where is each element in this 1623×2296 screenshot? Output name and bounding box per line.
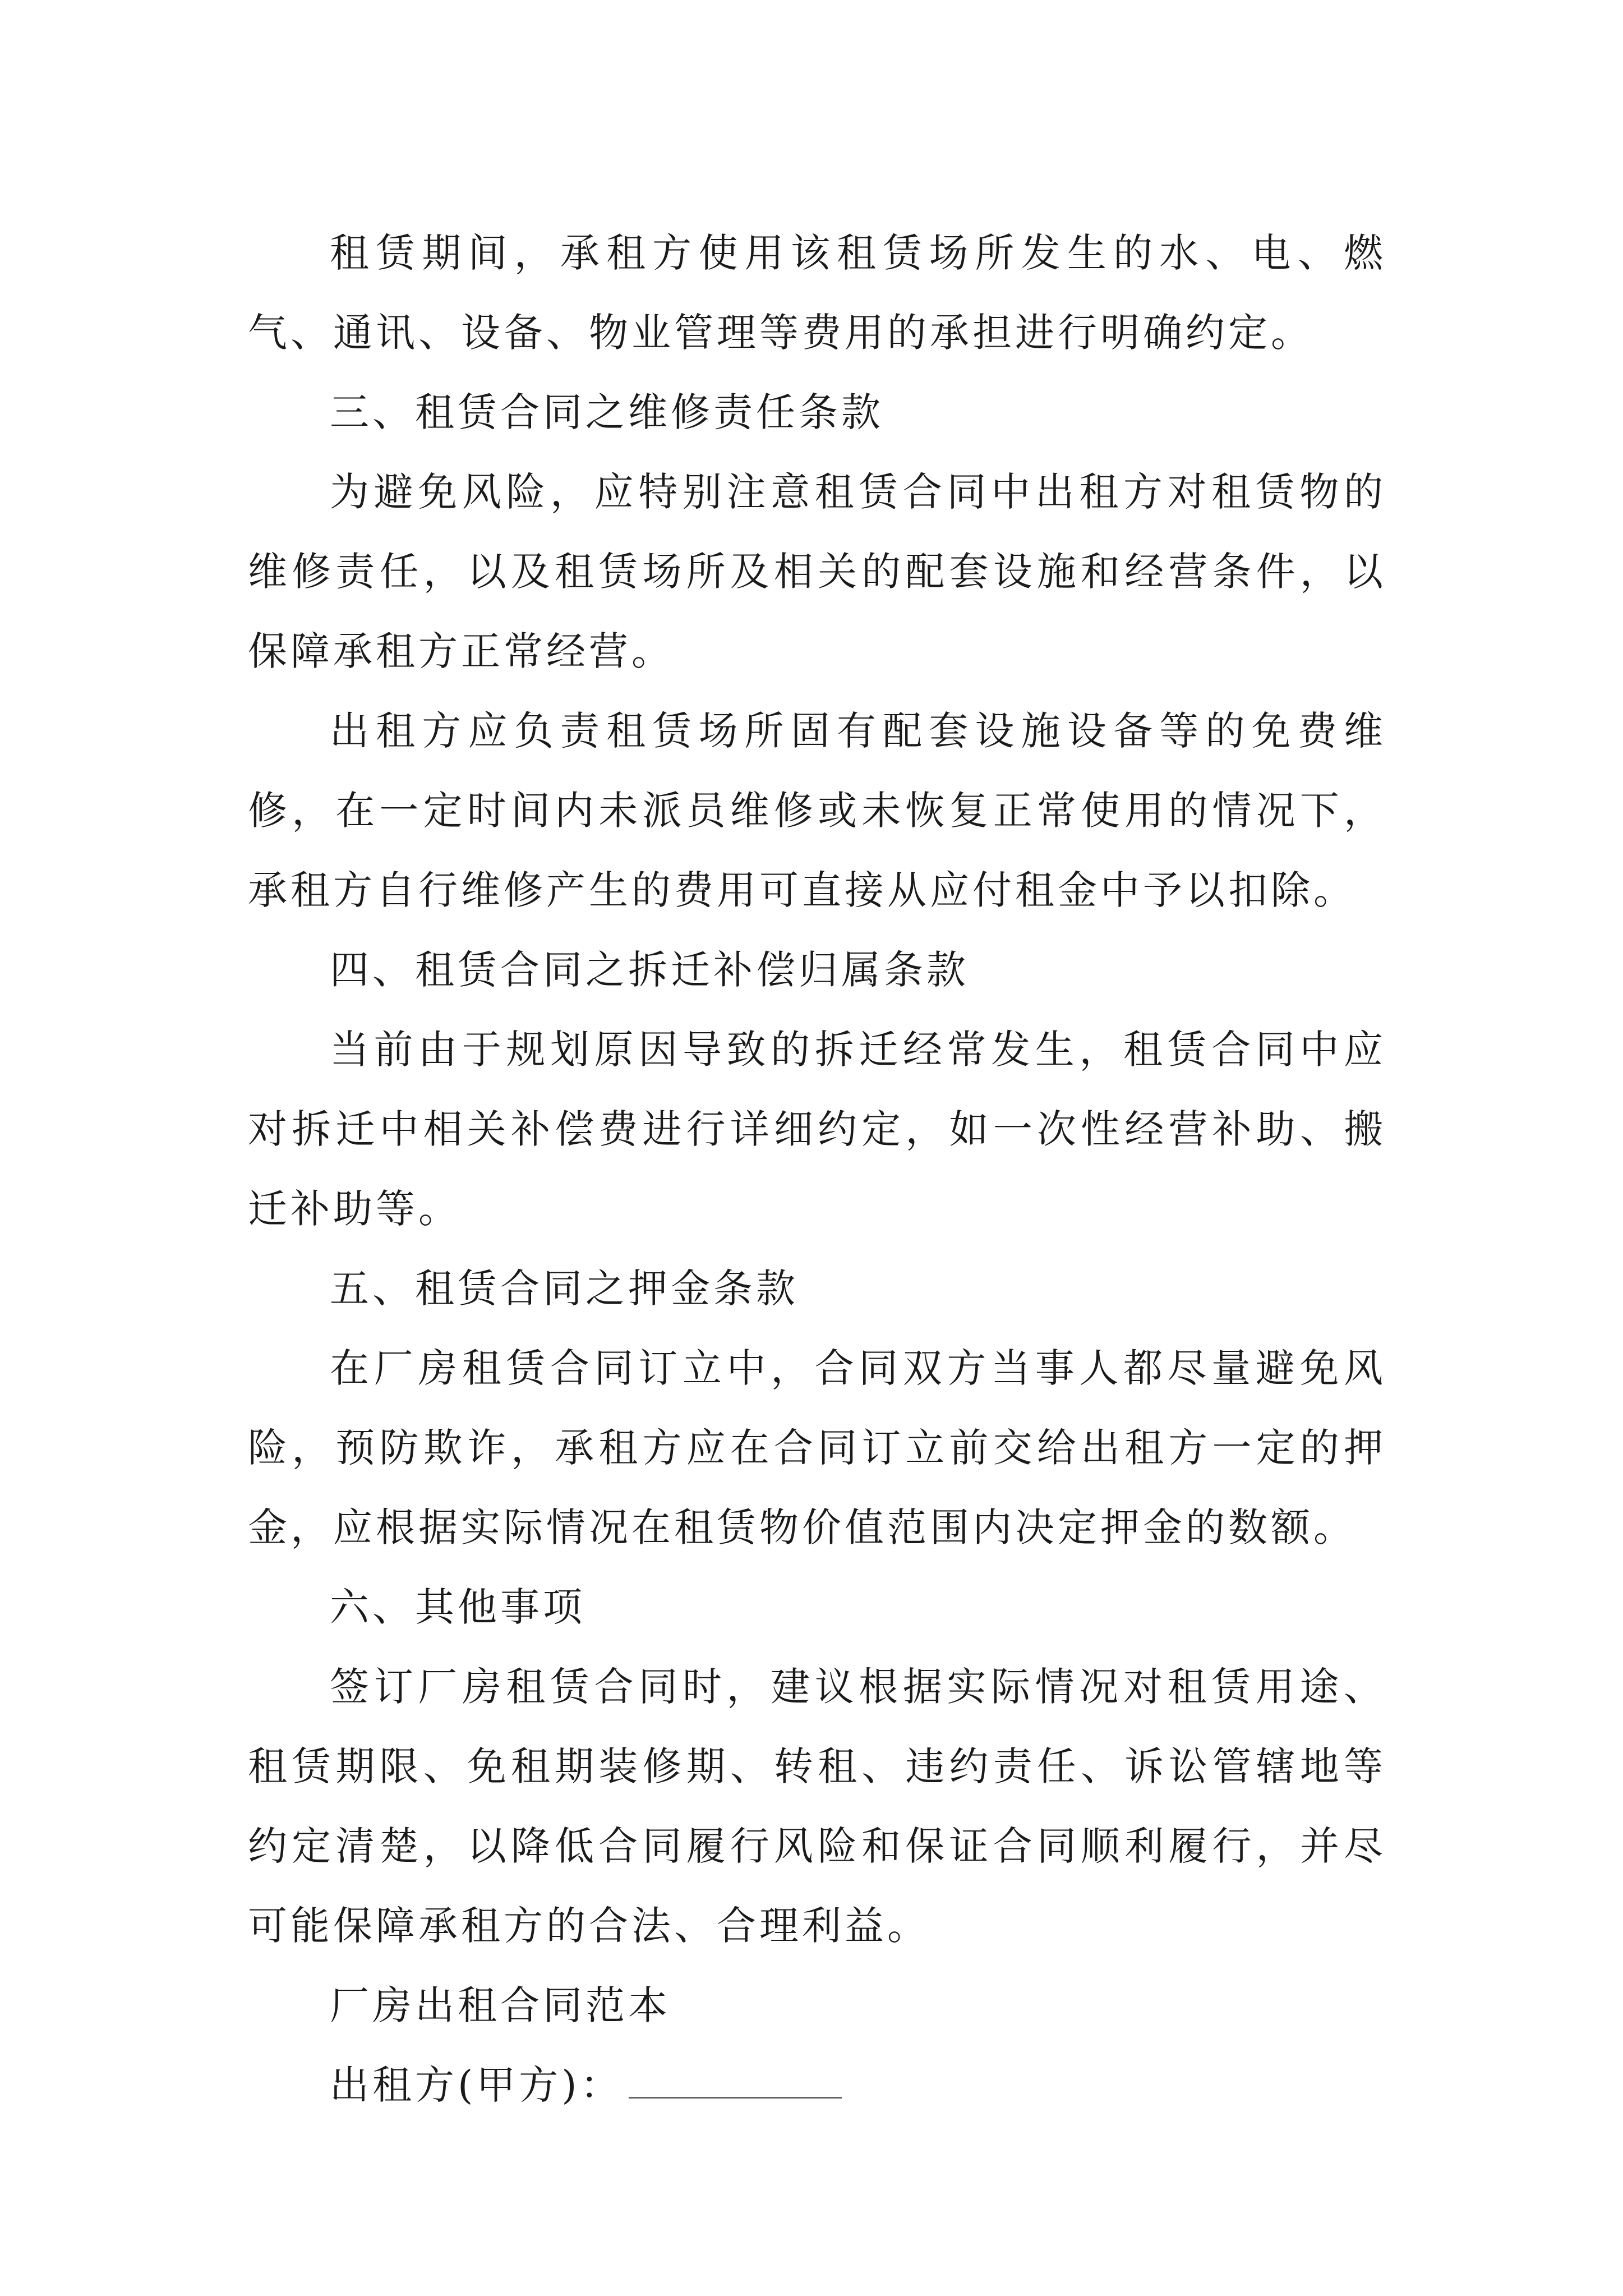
document-page xyxy=(248,213,1386,2125)
section-heading-other: 六、其他事项 xyxy=(330,1584,585,1630)
template-title: 厂房出租合同范本 xyxy=(330,1982,671,2028)
lessor-blank-field xyxy=(629,2063,842,2099)
section-heading-relocation: 四、租赁合同之拆迁补偿归属条款 xyxy=(330,947,969,993)
paragraph-maintenance-risk: 为避免风险，应特别注意租赁合同中出租方对租赁物的维修责任，以及租赁场所及相关的配套设施和经营条件，以保障承租方正常经营。 xyxy=(248,469,1386,674)
paragraph-deposit: 在厂房租赁合同订立中，合同双方当事人都尽量避免风险，预防欺诈，承租方应在合同订立前交给出租方一定的押金，应根据实际情况在租赁物价值范围内决定押金的数额。 xyxy=(248,1345,1386,1550)
paragraph-maintenance-duty: 出租方应负责租赁场所固有配套设施设备等的免费维修，在一定时间内未派员维修或未恢复正常使用的情况下，承租方自行维修产生的费用可直接从应付租金中予以扣除。 xyxy=(248,708,1386,913)
paragraph-utilities: 租赁期间，承租方使用该租赁场所发生的水、电、燃气、通讯、设备、物业管理等费用的承担进行明确约定。 xyxy=(248,230,1386,356)
lessor-label: 出租方(甲方)： xyxy=(330,2062,623,2108)
paragraph-other: 签订厂房租赁合同时，建议根据实际情况对租赁用途、租赁期限、免租期装修期、转租、违约责任、诉讼管辖地等约定清楚，以降低合同履行风险和保证合同顺利履行，并尽可能保障承租方的合法、合理利益。 xyxy=(248,1664,1386,1949)
section-heading-maintenance: 三、租赁合同之维修责任条款 xyxy=(330,389,884,435)
paragraph-relocation: 当前由于规划原因导致的拆迁经常发生，租赁合同中应对拆迁中相关补偿费进行详细约定，如一次性经营补助、搬迁补助等。 xyxy=(248,1027,1386,1232)
lessor-line xyxy=(248,2045,1386,2125)
section-heading-deposit: 五、租赁合同之押金条款 xyxy=(330,1266,799,1312)
